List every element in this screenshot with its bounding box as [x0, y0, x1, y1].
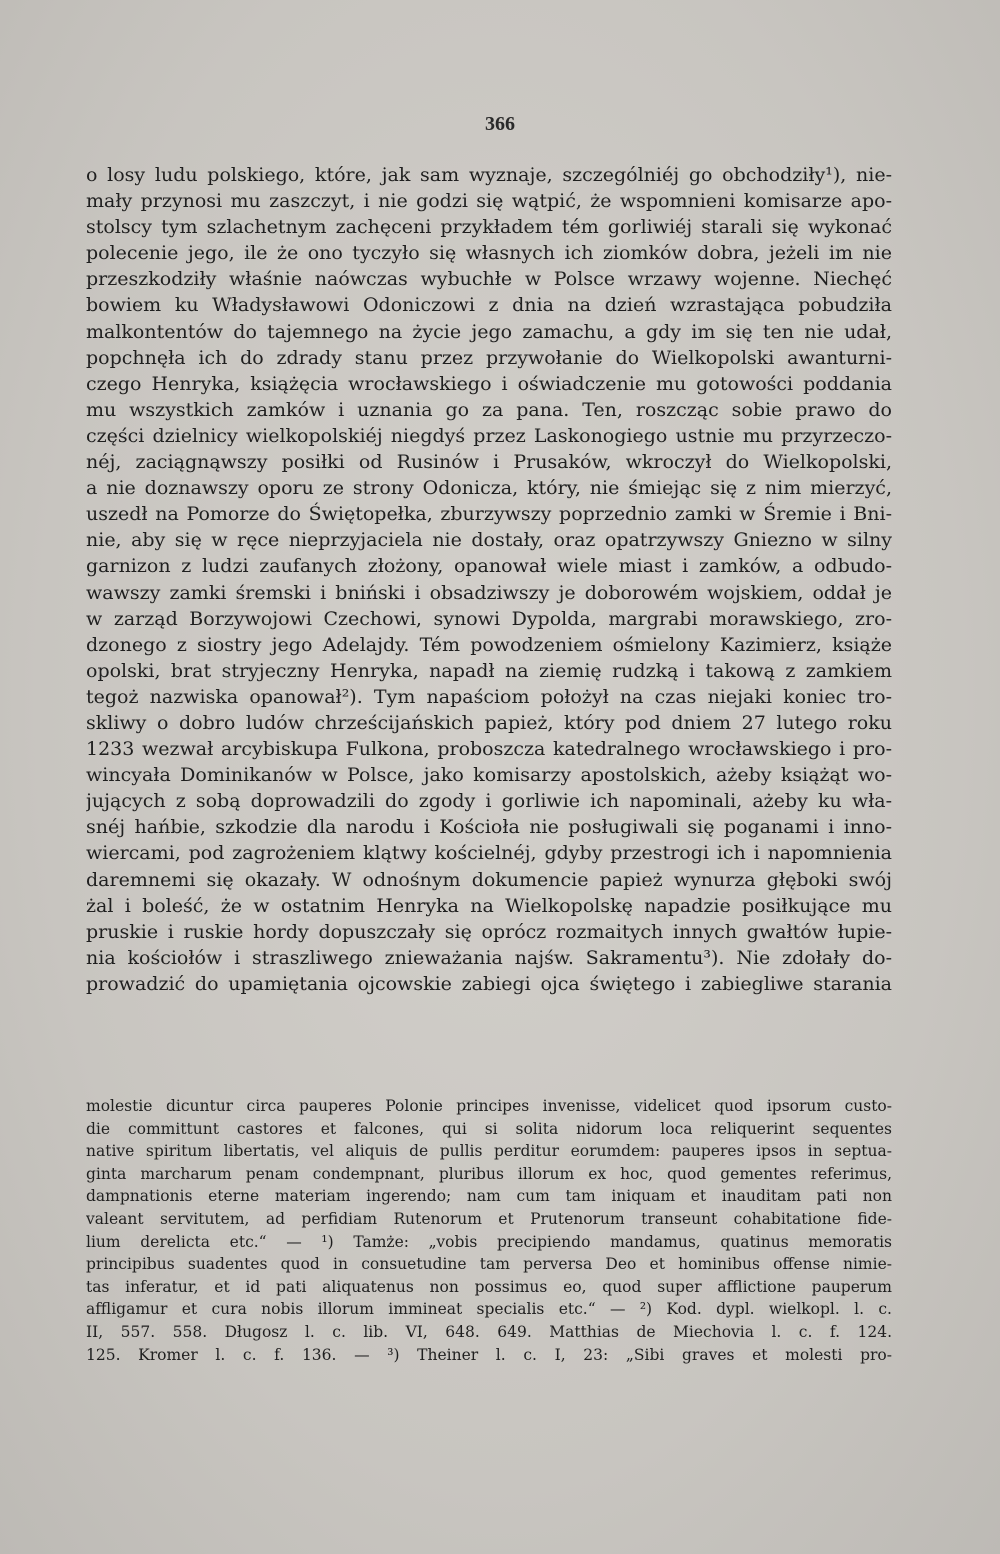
body-text-line: pruskie i ruskie hordy dopuszczały się oprócz rozmaitych innych gwałtów łupie-	[86, 920, 892, 943]
body-text-line: mały przynosi mu zaszczyt, i nie godzi się wątpić, że wspomnieni komisarze apo-	[86, 190, 892, 213]
body-text-line: w zarząd Borzywojowi Czechowi, synowi Dypolda, margrabi morawskiego, zro-	[86, 607, 892, 630]
body-text-line: skliwy o dobro ludów chrześcijańskich papież, który pod dniem 27 lutego roku	[86, 711, 892, 734]
body-text-line: polecenie jego, ile że ono tyczyło się własnych ich ziomków dobra, jeżeli im nie	[86, 242, 892, 265]
body-text-line: uszedł na Pomorze do Świętopełka, zburzywszy poprzednio zamki w Śremie i Bni-	[86, 503, 892, 526]
body-text-line: snéj hańbie, szkodzie dla narodu i Kościoła nie posługiwali się poganami i inno-	[86, 816, 892, 839]
body-text-line: dzonego z siostry jego Adelajdy. Tém powodzeniem ośmielony Kazimierz, książe	[86, 633, 892, 656]
body-text-line: wincyała Dominikanów w Polsce, jako komisarzy apostolskich, ażeby książąt wo-	[86, 764, 892, 787]
body-text-line: néj, zaciągnąwszy posiłki od Rusinów i Prusaków, wkroczył do Wielkopolski,	[86, 451, 892, 474]
footnote-line: principibus suadentes quod in consuetudine tam perversa Deo et hominibus offense nimie-	[86, 1255, 892, 1274]
body-text-line: daremnemi się okazały. W odnośnym dokumencie papież wynurza głęboki swój	[86, 868, 892, 891]
footnote-line: lium derelicta etc.“ — ¹) Tamże: „vobis precipiendo mandamus, quatinus memoratis	[86, 1232, 892, 1251]
body-text-line: popchnęła ich do zdrady stanu przez przywołanie do Wielkopolski awanturni-	[86, 346, 892, 369]
body-text-line: żal i boleść, że w ostatnim Henryka na Wielkopolskę napadzie posiłkujące mu	[86, 894, 892, 917]
footnote-line: native spiritum libertatis, vel aliquis de pullis perditur eorumdem: pauperes ipsos in septua-	[86, 1142, 892, 1161]
footnote-line: 125. Kromer l. c. f. 136. — ³) Theiner l. c. I, 23: „Sibi graves et molesti pro-	[86, 1345, 892, 1364]
body-text-line: garnizon z ludzi zaufanych złożony, opanował wiele miast i zamków, a odbudo-	[86, 555, 892, 578]
footnote-line: II, 557. 558. Długosz l. c. lib. VI, 648. 649. Matthias de Miechovia l. c. f. 124.	[86, 1322, 892, 1341]
footnote-line: tas inferatur, et id pati aliquatenus non possimus eo, quod super afflictione pauperum	[86, 1277, 892, 1296]
body-text-line: 1233 wezwał arcybiskupa Fulkona, proboszcza katedralnego wrocławskiego i pro-	[86, 738, 892, 761]
main-text-block	[86, 162, 892, 997]
body-text-line: wawszy zamki śremski i bniński i obsadziwszy je doborowém wojskiem, oddał je	[86, 581, 892, 604]
body-text-line: tegoż nazwiska opanował²). Tym napaściom położył na czas niejaki koniec tro-	[86, 685, 892, 708]
body-text-line: nie, aby się w ręce nieprzyjaciela nie dostały, oraz opatrzywszy Gniezno w silny	[86, 529, 892, 552]
body-text-line: nia kościołów i straszliwego znieważania najśw. Sakramentu³). Nie zdołały do-	[86, 946, 892, 969]
footnote-line: molestie dicuntur circa pauperes Polonie principes invenisse, videlicet quod ipsorum custo-	[86, 1097, 892, 1115]
footnotes-block	[86, 1095, 892, 1366]
body-text-line: stolscy tym szlachetnym zachęceni przykładem tém gorliwiéj starali się wykonać	[86, 216, 892, 239]
body-text-line: o losy ludu polskiego, które, jak sam wyznaje, szczególniéj go obchodziły¹), nie-	[86, 164, 892, 186]
body-text-line: prowadzić do upamiętania ojcowskie zabiegi ojca świętego i zabiegliwe starania	[86, 972, 892, 995]
body-text-line: bowiem ku Władysławowi Odoniczowi z dnia na dzień wzrastająca pobudziła	[86, 294, 892, 317]
body-text-line: a nie doznawszy oporu ze strony Odonicza, który, nie śmiejąc się z nim mierzyć,	[86, 477, 892, 500]
footnote-line: die committunt castores et falcones, qui si solita nidorum loca reliquerint sequentes	[86, 1119, 892, 1138]
body-text-line: części dzielnicy wielkopolskiéj niegdyś przez Laskonogiego ustnie mu przyrzeczo-	[86, 424, 892, 447]
footnote-line: affligamur et cura nobis illorum immineat specialis etc.“ — ²) Kod. dypl. wielkopl. l. c.	[86, 1300, 892, 1319]
body-text-line: wiercami, pod zagrożeniem klątwy kościelnéj, gdyby przestrogi ich i napomnienia	[86, 842, 892, 865]
page-number: 366	[485, 113, 515, 135]
footnote-line: ginta marcharum penam condempnant, pluribus illorum ex hoc, quod gementes referimus,	[86, 1164, 892, 1183]
footnote-line: dampnationis eterne materiam ingerendo; nam cum tam iniquam et inauditam pati non	[86, 1187, 892, 1206]
body-text-line: opolski, brat stryjeczny Henryka, napadł na ziemię rudzką i takową z zamkiem	[86, 659, 892, 682]
body-text-line: jujących z sobą doprowadzili do zgody i gorliwie ich napominali, ażeby ku wła-	[86, 790, 892, 813]
body-text-line: mu wszystkich zamków i uznania go za pana. Ten, roszcząc sobie prawo do	[86, 398, 892, 421]
body-text-line: przeszkodziły właśnie naówczas wybuchłe w Polsce wrzawy wojenne. Niechęć	[86, 268, 892, 291]
body-text-line: malkontentów do tajemnego na życie jego zamachu, a gdy im się ten nie udał,	[86, 320, 892, 343]
body-text-line: czego Henryka, książęcia wrocławskiego i oświadczenie mu gotowości poddania	[86, 372, 892, 395]
footnote-line: valeant servitutem, ad perfidiam Rutenorum et Prutenorum transeunt cohabitatione fide-	[86, 1209, 892, 1228]
